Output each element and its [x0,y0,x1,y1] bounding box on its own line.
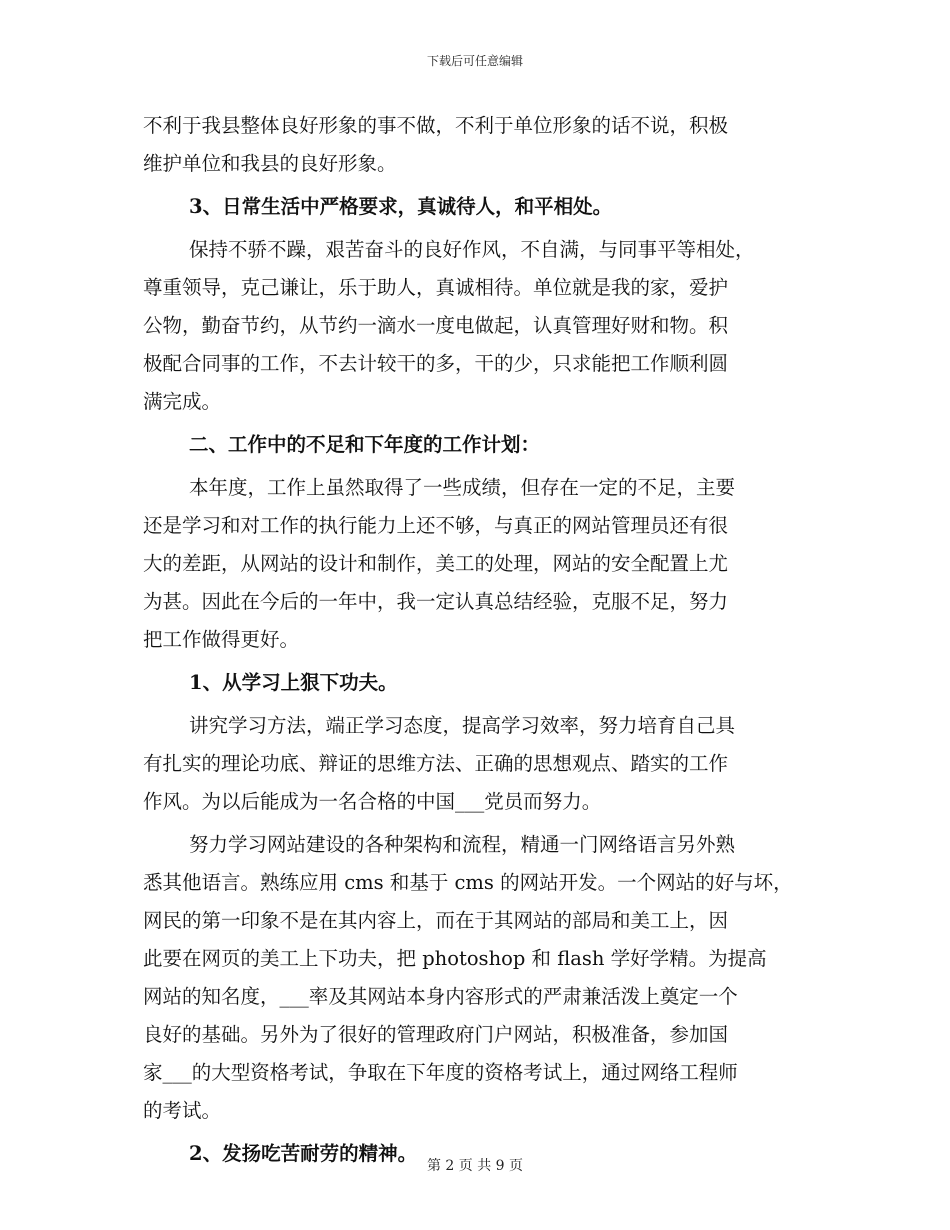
section-heading [143,426,823,464]
paragraph-line: 保持不骄不躁，艰苦奋斗的良好作风，不自满，与同事平等相处， [189,238,755,261]
heading-text: 二、工作中的不足和下年度的工作计划： [189,433,541,456]
paragraph-line: 的考试。 [143,1099,222,1122]
paragraph-line: 满完成。 [143,390,222,413]
paragraph-line: 有扎实的理论功底、辩证的思维方法、正确的思想观点、踏实的工作 [143,752,729,775]
paragraph-line: 不利于我县整体良好形象的事不做，不利于单位形象的话不说，积极 [143,114,729,137]
paragraph-line: 极配合同事的工作，不去计较干的多，干的少，只求能把工作顺利圆 [143,352,729,375]
paragraph-line: 此要在网页的美工上下功夫，把 photoshop 和 flash 学好学精。为提高 [143,947,767,970]
paragraph-line: 把工作做得更好。 [143,628,300,651]
paragraph [143,231,823,421]
paragraph-line: 讲究学习方法，端正学习态度，提高学习效率，努力培育自己具 [189,714,736,737]
paragraph [143,826,823,1130]
page-header: 下载后可任意编辑 [426,54,523,68]
section-heading [143,188,823,226]
page-footer: 第 2 页 共 9 页 [426,1158,524,1174]
heading-text: 3、日常生活中严格要求，真诚待人，和平相处。 [189,195,613,218]
heading-text: 2、发扬吃苦耐劳的精神。 [189,1142,418,1165]
section-heading [143,664,823,702]
paragraph-line: 家___的大型资格考试，争取在下年度的资格考试上，通过网络工程师 [143,1061,738,1084]
paragraph-line: 努力学习网站建设的各种架构和流程，精通一门网络语言另外熟 [189,833,736,856]
document-body [143,107,823,1178]
paragraph-line: 良好的基础。另外为了很好的管理政府门户网站，积极准备，参加国 [143,1023,729,1046]
paragraph-line: 尊重领导，克己谦让，乐于助人，真诚相待。单位就是我的家，爱护 [143,276,729,299]
paragraph-line: 维护单位和我县的良好形象。 [143,152,397,175]
paragraph [143,469,823,659]
paragraph-line: 作风。为以后能成为一名合格的中国___党员而努力。 [143,790,602,813]
paragraph [143,107,823,183]
paragraph [143,707,823,821]
paragraph-line: 公物，勤奋节约，从节约一滴水一度电做起，认真管理好财和物。积 [143,314,729,337]
paragraph-line: 还是学习和对工作的执行能力上还不够，与真正的网站管理员还有很 [143,514,729,537]
heading-text: 1、从学习上狠下功夫。 [189,671,398,694]
paragraph-line: 悉其他语言。熟练应用 cms 和基于 cms 的网站开发。一个网站的好与坏， [143,871,793,894]
paragraph-line: 网民的第一印象不是在其内容上，而在于其网站的部局和美工上，因 [143,909,729,932]
paragraph-line: 为甚。因此在今后的一年中，我一定认真总结经验，克服不足，努力 [143,590,729,613]
paragraph-line: 大的差距，从网站的设计和制作，美工的处理，网站的安全配置上尤 [143,552,729,575]
paragraph-line: 本年度，工作上虽然取得了一些成绩，但存在一定的不足，主要 [189,476,736,499]
paragraph-line: 网站的知名度，___率及其网站本身内容形式的严肃兼活泼上奠定一个 [143,985,738,1008]
